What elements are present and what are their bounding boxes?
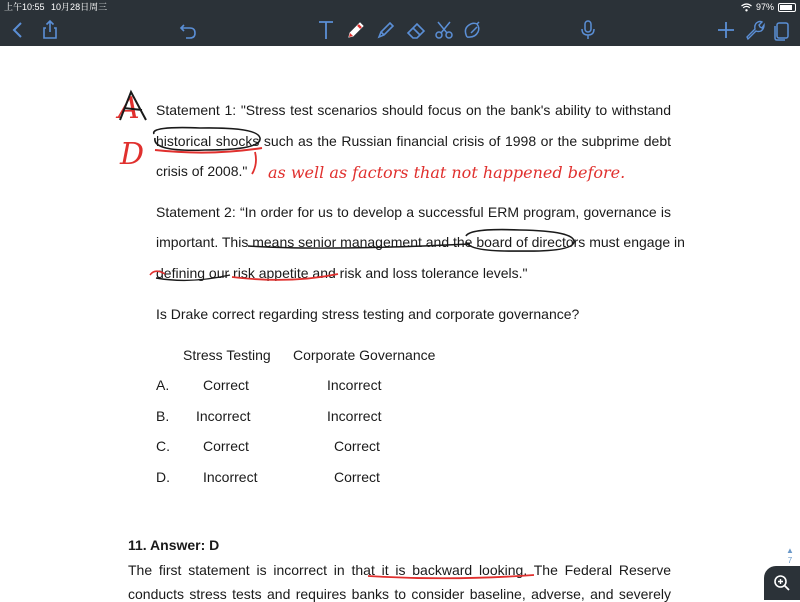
option-governance: Incorrect [327, 408, 382, 424]
status-clock: 上午10:55 [4, 2, 45, 12]
microphone-icon[interactable] [576, 18, 600, 42]
page-current: 7 [787, 556, 793, 565]
add-icon[interactable] [714, 18, 738, 42]
question-prompt: Is Drake correct regarding stress testing and corporate governance? [156, 306, 580, 322]
status-bar [0, 0, 800, 14]
battery-percent: 97% [755, 2, 774, 12]
undo-icon[interactable] [176, 18, 200, 42]
statement1-highlight: historical shocks [156, 133, 260, 149]
answer-line2: conducts stress tests and requires banks to consider baseline, adverse, and severely [128, 586, 671, 602]
option-letter: C. [156, 438, 170, 454]
answer-heading: 11. Answer: D [128, 537, 220, 553]
option-stress: Incorrect [203, 469, 258, 485]
option-governance: Incorrect [327, 377, 382, 393]
option-governance: Correct [334, 469, 380, 485]
ink-handwriting: as well as factors that not happened before. [268, 163, 626, 182]
statement2-line3: defining our risk appetite and risk and loss tolerance levels." [156, 265, 528, 281]
option-letter: D. [156, 469, 170, 485]
ink-caret [252, 152, 256, 174]
pen-icon[interactable] [344, 18, 368, 42]
page-up-icon[interactable]: ▲ [786, 546, 794, 555]
statement1-rest: such as the Russian financial crisis of 1998 or the subprime debt [263, 133, 672, 149]
option-stress: Correct [203, 377, 249, 393]
wifi-icon [741, 3, 752, 12]
status-date: 10月28日周三 [51, 2, 108, 12]
statement1-line1: Statement 1: "Stress test scenarios should focus on the bank's ability to withstand [156, 102, 671, 118]
toolbar [0, 14, 800, 46]
status-time [4, 0, 107, 14]
shape-icon[interactable] [460, 18, 484, 42]
answer-line1: The first statement is incorrect in that it is backward looking. The Federal Reserve [128, 562, 671, 578]
statement2-line1: Statement 2: “In order for us to develop a successful ERM program, governance is [156, 204, 671, 220]
option-stress: Incorrect [196, 408, 251, 424]
statement2-line2: important. This means senior management and the board of directors must engage in [156, 234, 685, 250]
option-stress: Correct [203, 438, 249, 454]
statement1-line3: crisis of 2008." [156, 163, 248, 179]
col-header-governance: Corporate Governance [293, 347, 436, 363]
back-icon[interactable] [6, 18, 30, 42]
col-header-stress: Stress Testing [183, 347, 271, 363]
share-icon[interactable] [38, 18, 62, 42]
highlighter-icon[interactable] [374, 18, 398, 42]
zoom-button[interactable] [764, 566, 800, 600]
ink-letter-d: D [120, 137, 145, 172]
ink-annotations [0, 46, 800, 600]
wrench-icon[interactable] [742, 18, 766, 42]
zoom-in-icon [773, 574, 791, 592]
ink-letter-a: A [118, 91, 140, 126]
pages-icon[interactable] [770, 18, 794, 42]
status-right [741, 0, 796, 14]
option-governance: Correct [334, 438, 380, 454]
annotation-letter-a [115, 91, 146, 126]
option-letter: B. [156, 408, 170, 424]
lasso-icon[interactable] [432, 18, 456, 42]
text-tool-icon[interactable] [314, 18, 338, 42]
eraser-icon[interactable] [404, 18, 428, 42]
statement1-line2 [156, 133, 671, 149]
battery-icon [778, 3, 796, 12]
document-page[interactable] [0, 46, 800, 600]
option-letter: A. [156, 377, 170, 393]
